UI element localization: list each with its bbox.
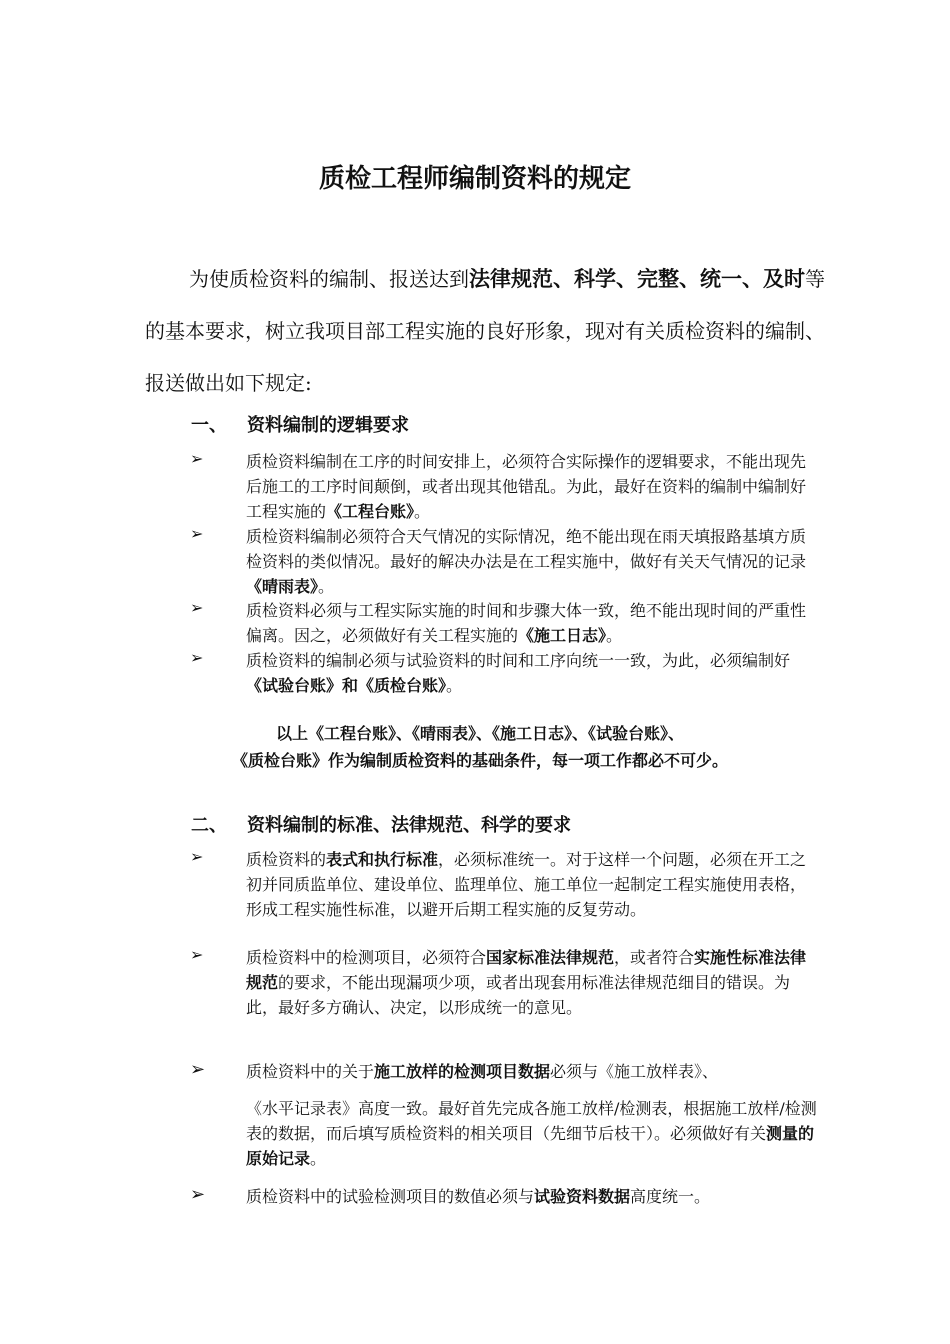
section-number: 一、	[191, 415, 227, 436]
arrow-bullet-icon: ➢	[190, 598, 204, 617]
arrow-bullet-icon: ➢	[190, 449, 204, 468]
list-item-text-continued: 《水平记录表》高度一致。最好首先完成各施工放样/检测表，根据施工放样/检测表的数据，而后填写质检资料的相关项目（先细节后枝干）。必须做好有关测量的原始记录。	[246, 1099, 817, 1168]
arrow-bullet-icon: ➢	[190, 648, 204, 667]
section-heading-2	[191, 811, 571, 837]
arrow-bullet-icon: ➢	[190, 524, 204, 543]
list-item-text: 质检资料中的检测项目，必须符合国家标准法律规范，或者符合实施性标准法律规范的要求，不能出现漏项少项，或者出现套用标准法律规范细目的错误。为此，最好多方确认、决定，以形成统一的意见。	[246, 948, 807, 1017]
list-item-text: 质检资料的表式和执行标准，必须标准统一。对于这样一个问题，必须在开工之初并同质监单位、建设单位、监理单位、施工单位一起制定工程实施使用表格，形成工程实施性标准，以避开后期工程实施的反复劳动。	[246, 850, 807, 919]
arrow-bullet-icon: ➢	[190, 1184, 206, 1205]
section-heading-1	[191, 411, 409, 437]
list-item-text: 质检资料中的关于施工放样的检测项目数据必须与《施工放样表》、	[246, 1062, 719, 1081]
list-item-text: 质检资料中的试验检测项目的数值必须与试验资料数据高度统一。	[246, 1187, 711, 1206]
arrow-bullet-icon: ➢	[190, 945, 204, 964]
list-item-text: 质检资料编制必须符合天气情况的实际情况，绝不能出现在雨天填报路基填方质检资料的类似情况。最好的解决办法是在工程实施中，做好有关天气情况的记录《晴雨表》。	[246, 527, 807, 596]
arrow-bullet-icon: ➢	[190, 847, 204, 866]
intro-emphasis: 法律规范、科学、完整、统一、及时	[469, 267, 805, 291]
list-item-text: 质检资料的编制必须与试验资料的时间和工序向统一一致，为此，必须编制好《试验台账》和《质检台账》。	[246, 651, 791, 695]
list-item-text: 质检资料必须与工程实际实施的时间和步骤大体一致，绝不能出现时间的严重性偏离。因之，必须做好有关工程实施的《施工日志》。	[246, 601, 807, 645]
section-title: 资料编制的逻辑要求	[247, 415, 409, 436]
summary-line-1: 以上《工程台账》、《晴雨表》、《施工日志》、《试验台账》、	[275, 724, 684, 743]
intro-text-2: 等的基本要求，树立我项目部工程实施的良好形象，现对有关质检资料的编制、报送做出如下规定:	[145, 267, 825, 395]
summary-note	[150, 720, 810, 774]
arrow-bullet-icon: ➢	[190, 1059, 206, 1080]
page-title: 质检工程师编制资料的规定	[318, 164, 631, 194]
section-title: 资料编制的标准、法律规范、科学的要求	[247, 815, 571, 836]
intro-paragraph	[145, 253, 825, 409]
list-item-text: 质检资料编制在工序的时间安排上，必须符合实际操作的逻辑要求，不能出现先后施工的工序时间颠倒，或者出现其他错乱。为此，最好在资料的编制中编制好工程实施的《工程台账》。	[246, 452, 807, 521]
summary-line-2: 《质检台账》作为编制质检资料的基础条件，每一项工作都必不可少。	[231, 751, 728, 770]
intro-text-1: 为使质检资料的编制、报送达到	[189, 267, 469, 291]
section-number: 二、	[191, 815, 227, 836]
